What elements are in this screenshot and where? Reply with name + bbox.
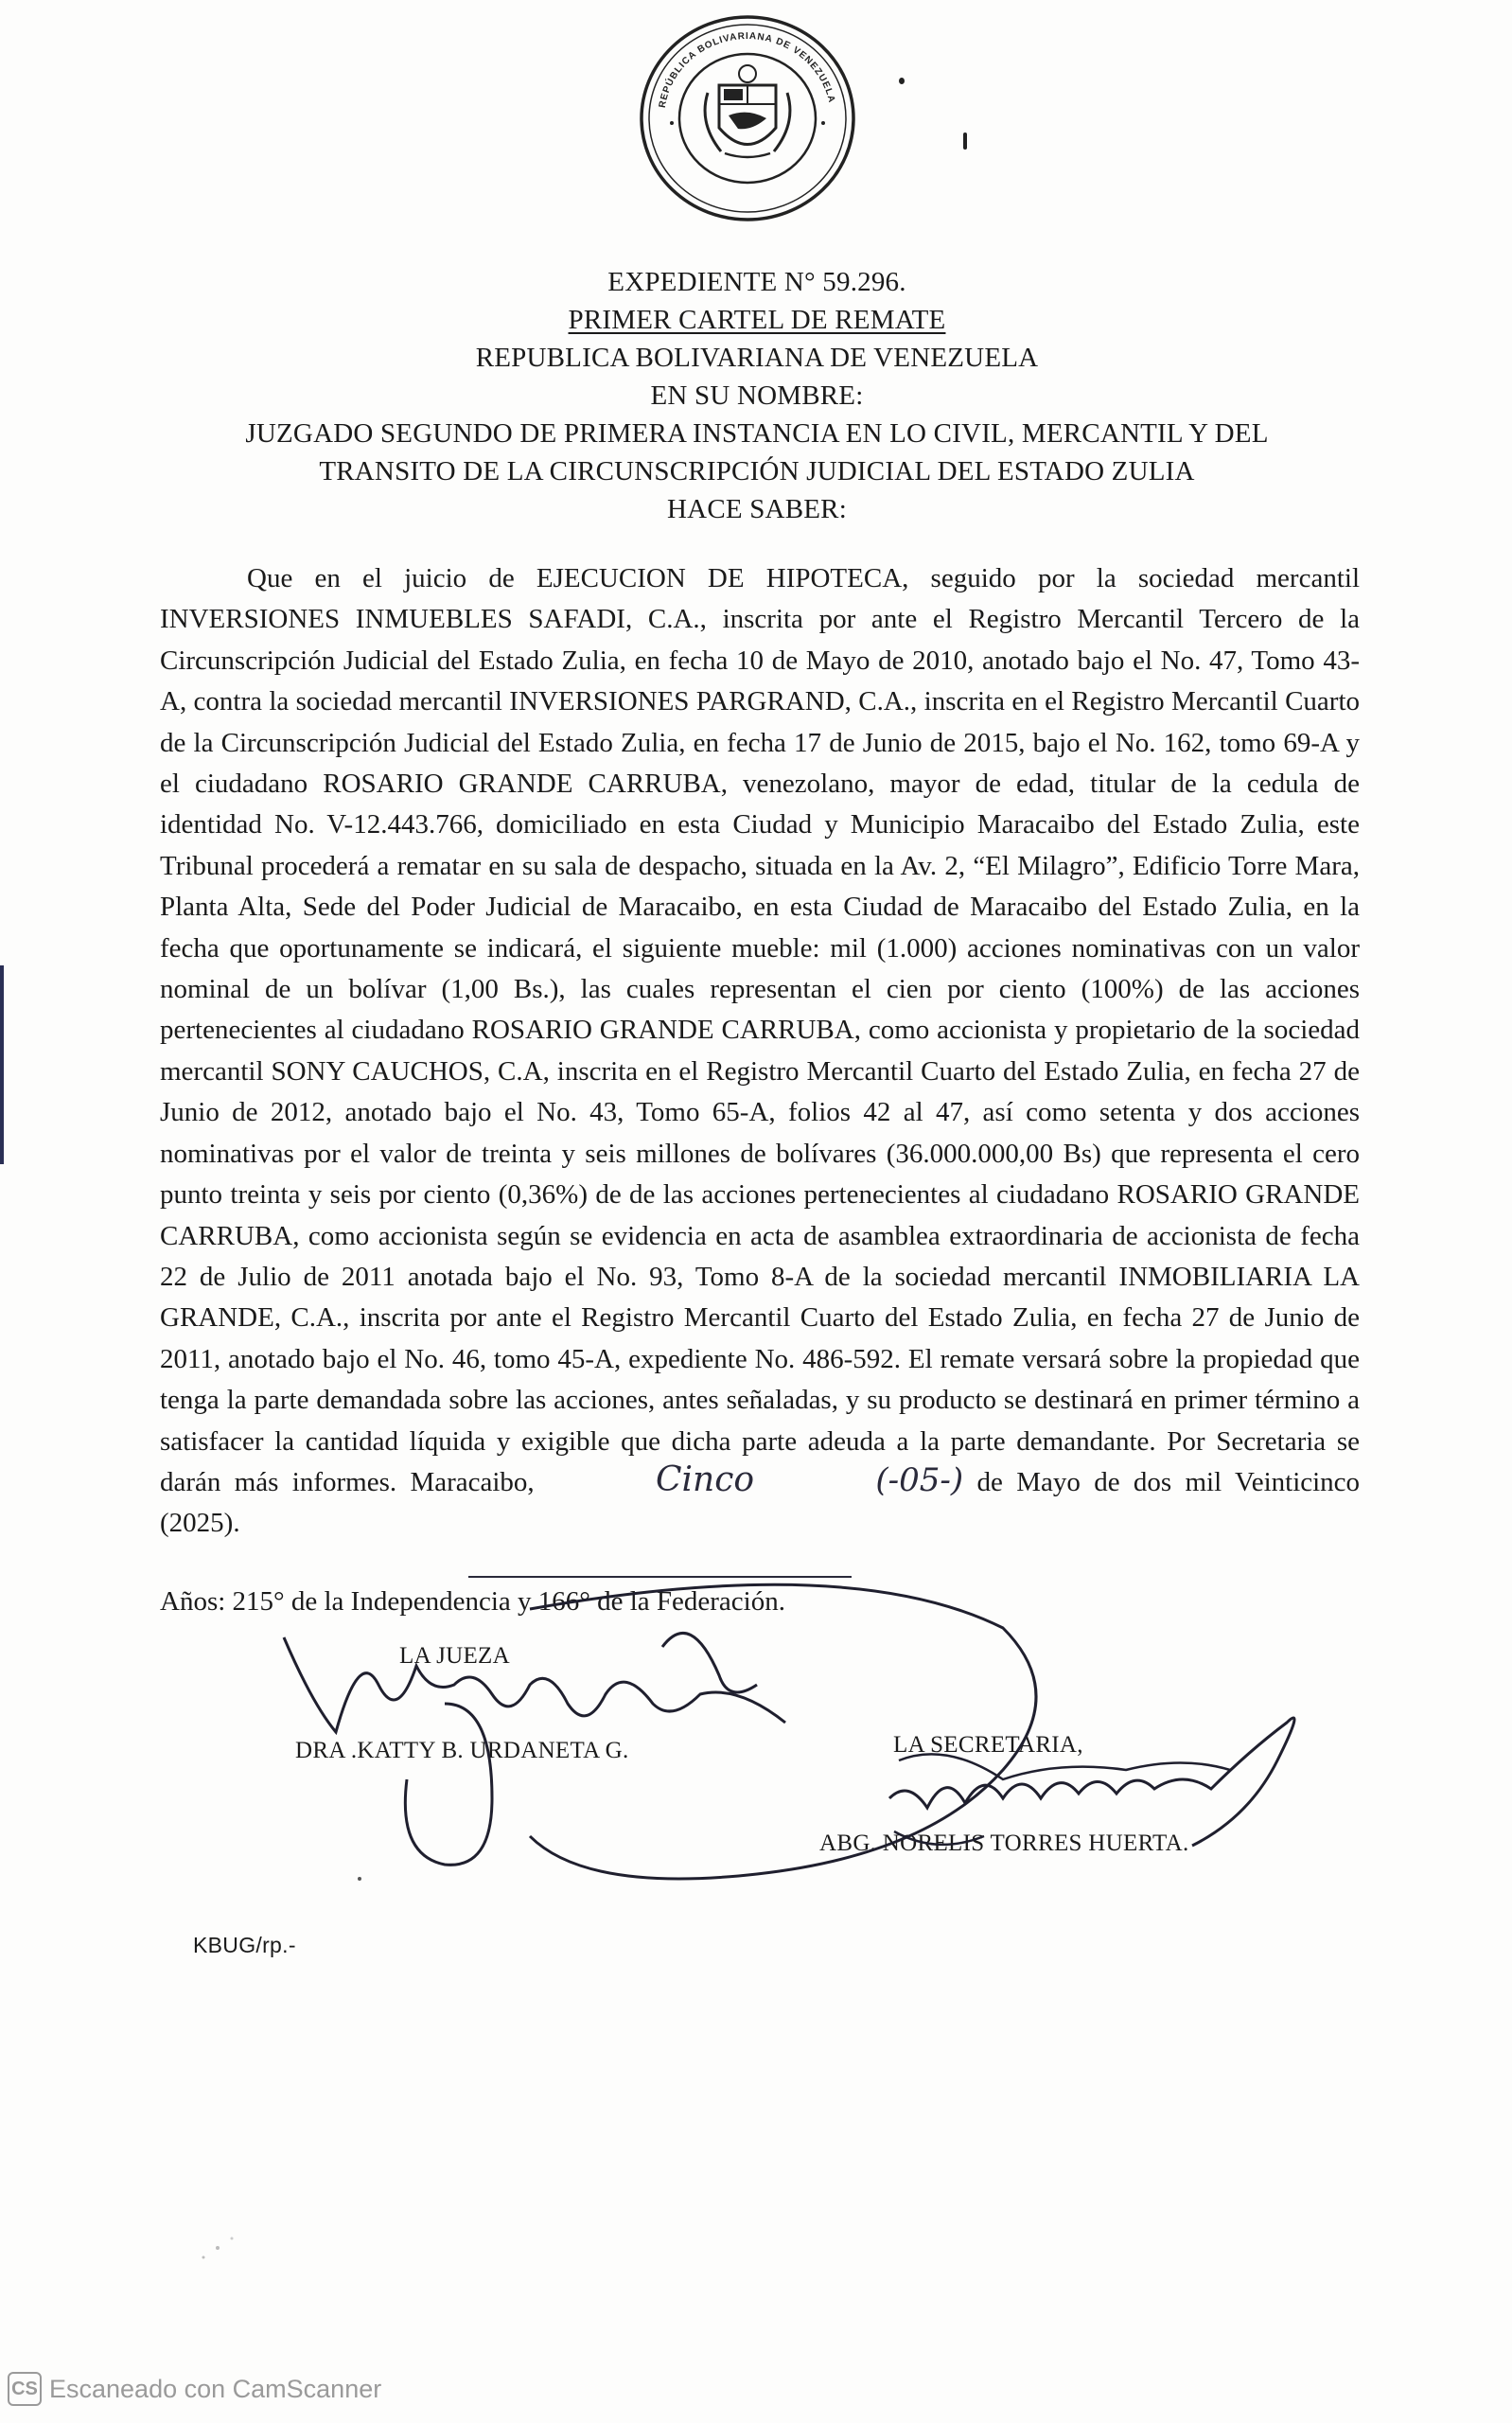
hace-saber-line: HACE SABER: xyxy=(667,494,847,524)
republica-line: REPUBLICA BOLIVARIANA DE VENEZUELA xyxy=(475,343,1039,373)
secretaria-title: LA SECRETARIA, xyxy=(893,1732,1083,1758)
jueza-name: DRA .KATTY B. URDANETA G. xyxy=(295,1738,629,1763)
juzgado-line-1: JUZGADO SEGUNDO DE PRIMERA INSTANCIA EN LO CIVIL, MERCANTIL Y DEL xyxy=(245,418,1269,449)
camscanner-logo-icon: CS xyxy=(8,2372,42,2406)
ink-speck xyxy=(899,78,905,84)
date-tail: de Mayo de dos mil Veinticinco (2025). xyxy=(160,1466,1361,1539)
secretaria-name: ABG. NORELIS TORRES HUERTA. xyxy=(819,1831,1189,1856)
cartel-title: PRIMER CARTEL DE REMATE xyxy=(568,305,946,335)
scan-edge-mark xyxy=(0,965,4,1164)
document-header xyxy=(142,263,1372,528)
jueza-title: LA JUEZA xyxy=(399,1643,510,1669)
svg-text:REPÚBLICA BOLIVARIANA DE VENEZ: REPÚBLICA BOLIVARIANA DE VENEZUELA xyxy=(657,30,837,109)
ink-speck xyxy=(963,133,967,150)
handwritten-day-word: Cinco xyxy=(655,1459,755,1499)
notice-body xyxy=(160,558,1360,1545)
reference-code: KBUG/rp.- xyxy=(193,1933,296,1957)
scanner-watermark xyxy=(8,2372,381,2406)
jueza-signature xyxy=(284,1637,785,1732)
notice-paragraph: Que en el juicio de EJECUCION DE HIPOTECA, seguido por la sociedad mercantil INVERSIONES INMUEBLES SAFADI, C.A., inscrita por ante el Registro Mercantil Tercero de la Circunscripción Judicial del Estado Zulia, en fecha 10 de Mayo de 2010, anotado bajo el No. 47, Tomo 43-A, contra la sociedad mercantil INVERSIONES PARGRAND, C.A., inscrita en el Registro Mercantil Cuarto de la Circunscripción Judicial del Estado Zulia, en fecha 17 de Junio de 2015, bajo el No. 162, tomo 69-A y el ciudadano ROSARIO GRANDE CARRUBA, venezolano, mayor de edad, titular de la cedula de identidad No. V-12.443.766, domiciliado en esta Ciudad y Municipio Maracaibo del Estado Zulia, este Tribunal procederá a rematar en su sala de despacho, situada en la Av. 2, “El Milagro”, Edificio Torre Mara, Planta Alta, Sede del Poder Judicial de Maracaibo, en esta Ciudad de Maracaibo del Estado Zulia, en la fecha que oportunamente se indicará, el siguiente mueble: mil (1.000) acciones nominativas con un valor nominal de un bolívar (1,00 Bs.), las cuales representan el cien por ciento (100%) de las acciones pertenecientes al ciudadano ROSARIO GRANDE CARRUBA, como accionista y propietario de la sociedad mercantil SONY CAUCHOS, C.A, inscrita en el Registro Mercantil Cuarto del Estado Zulia, en fecha 27 de Junio de 2012, anotado bajo el No. 43, Tomo 65-A, folios 42 al 47, así como setenta y dos acciones nominativas por el valor de treinta y seis millones de bolívares (36.000.000,00 Bs) que representa el cero punto treinta y seis por ciento (0,36%) de de las acciones pertenecientes al ciudadano ROSARIO GRANDE CARRUBA, como accionista según se evidencia en acta de asamblea extraordinaria de accionista de fecha 22 de Julio de 2011 anotada bajo el No. 93, Tomo 8-A de la sociedad mercantil INMOBILIARIA LA GRANDE, C.A., inscrita por ante el Registro Mercantil Cuarto del Estado Zulia, en fecha 27 de Junio de 2011, anotado bajo el No. 46, tomo 45-A, expediente No. 486-592. El remate versará sobre la propiedad que tenga la parte demandada sobre las acciones, antes señaladas, y su producto se destinará en primer término a satisfacer la cantidad líquida y exigible que dicha parte adeuda a la parte demandante. Por Secretaria se darán más informes. Maracaibo, xyxy=(160,563,1360,1497)
expediente-number: EXPEDIENTE N° 59.296. xyxy=(607,267,906,297)
scanner-watermark-text: Escaneado con CamScanner xyxy=(49,2374,382,2403)
court-seal-icon xyxy=(634,9,861,227)
en-su-nombre-line: EN SU NOMBRE: xyxy=(650,380,864,411)
closing-line: Años: 215° de la Independencia y 166° de la Federación. xyxy=(160,1586,785,1617)
juzgado-line-2: TRANSITO DE LA CIRCUNSCRIPCIÓN JUDICIAL DEL ESTADO ZULIA xyxy=(319,456,1195,486)
handwritten-day-number: (-05-) xyxy=(875,1460,964,1499)
